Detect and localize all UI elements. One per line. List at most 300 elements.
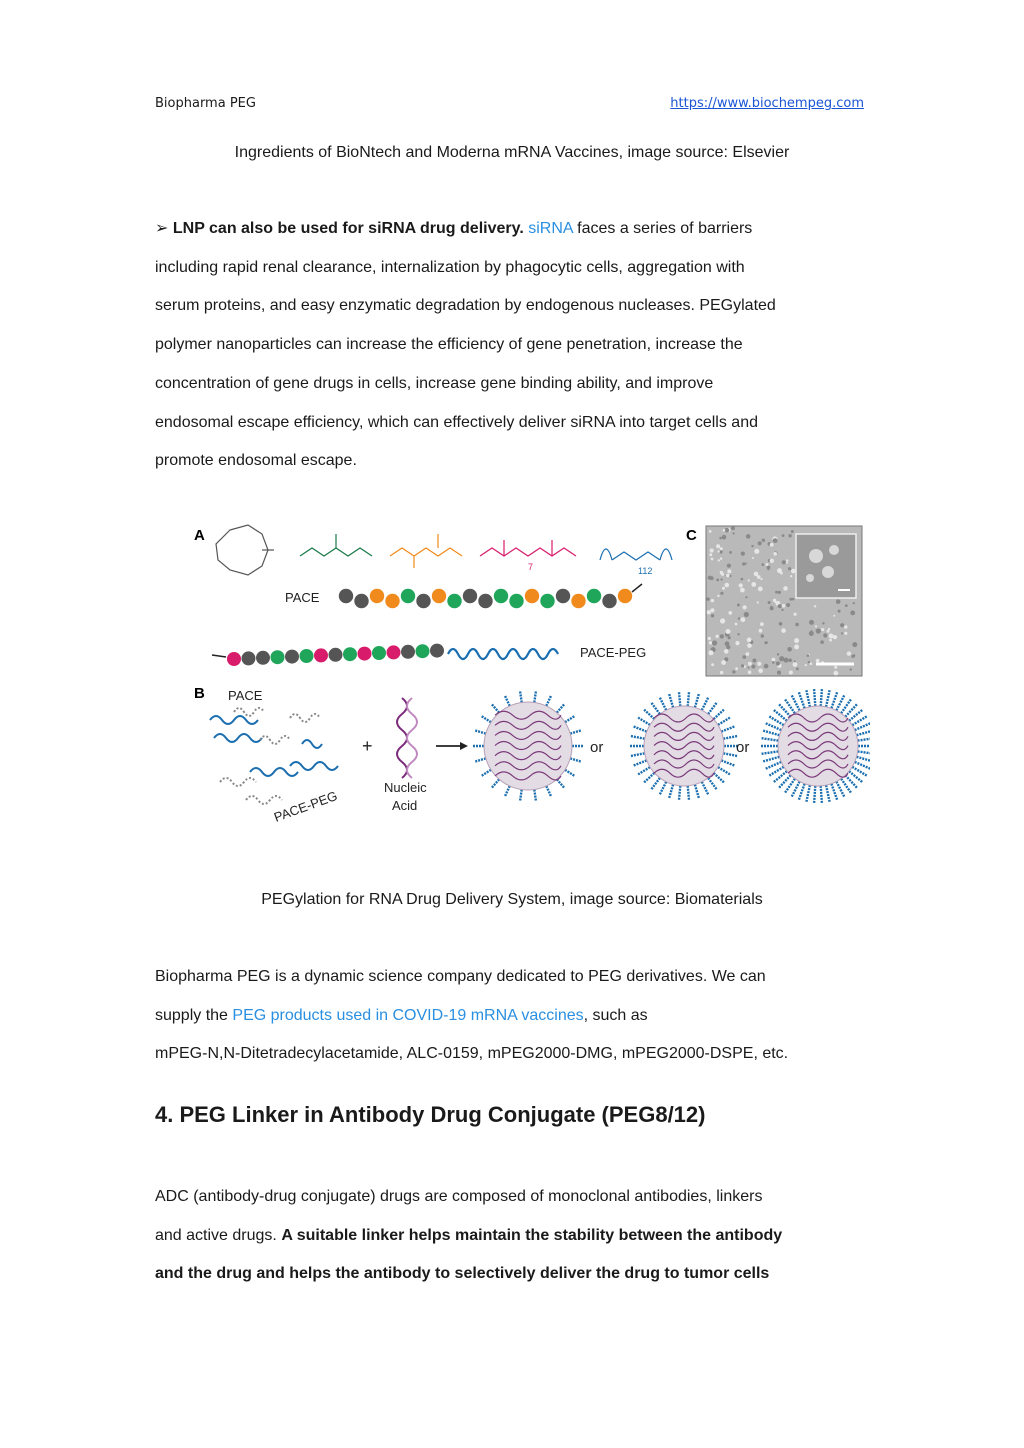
tem-particle bbox=[742, 562, 745, 565]
bead bbox=[509, 594, 523, 608]
sirna-link[interactable]: siRNA bbox=[528, 220, 573, 237]
nanoparticle-2 bbox=[630, 692, 738, 800]
tem-particle bbox=[716, 635, 719, 638]
peg-spike bbox=[858, 751, 870, 753]
peg-spike bbox=[688, 786, 689, 800]
bead bbox=[587, 589, 601, 603]
tem-particle bbox=[836, 599, 841, 604]
pace-b-label: PACE bbox=[228, 688, 263, 703]
tem-particle bbox=[726, 645, 730, 649]
bead bbox=[432, 589, 446, 603]
bead bbox=[556, 589, 570, 603]
peg-spike bbox=[826, 785, 830, 802]
tem-particle bbox=[709, 641, 712, 644]
tem-particle bbox=[716, 544, 720, 548]
tem-particle bbox=[791, 569, 796, 574]
bead bbox=[463, 589, 477, 603]
peg-spike bbox=[806, 785, 810, 802]
peg-spike bbox=[792, 695, 800, 710]
panel-label-b: B bbox=[194, 685, 205, 702]
tem-particle bbox=[786, 603, 790, 607]
peg-wave bbox=[448, 649, 558, 659]
nucleic-label: Nucleic bbox=[384, 780, 427, 795]
tem-particle bbox=[728, 636, 731, 639]
caption-vaccines: Ingredients of BioNtech and Moderna mRNA Vaccines, image source: Elsevier bbox=[234, 144, 790, 161]
tem-particle bbox=[711, 614, 714, 617]
bead bbox=[358, 647, 372, 661]
tem-particle bbox=[724, 649, 729, 654]
peg-spike bbox=[570, 758, 582, 761]
tem-particle bbox=[851, 655, 854, 658]
peg-spike bbox=[836, 782, 844, 797]
tem-particle bbox=[847, 651, 851, 655]
tem-particle bbox=[741, 617, 746, 622]
tem-particle bbox=[720, 547, 723, 550]
panel-label-a: A bbox=[194, 527, 205, 544]
tem-particle bbox=[850, 611, 855, 616]
tem-particle bbox=[770, 606, 773, 609]
bead bbox=[416, 594, 430, 608]
tem-particle bbox=[733, 532, 735, 534]
tem-particle bbox=[761, 634, 764, 637]
tem-particle bbox=[718, 559, 720, 561]
or-label-1: or bbox=[590, 739, 604, 756]
adc-paragraph bbox=[155, 1178, 875, 1294]
peg-spike bbox=[708, 703, 716, 714]
bead bbox=[602, 594, 616, 608]
bead bbox=[401, 589, 415, 603]
header-left: Biopharma PEG bbox=[155, 96, 256, 111]
peg-spike bbox=[763, 757, 779, 762]
bead bbox=[618, 589, 632, 603]
peg-spike bbox=[858, 738, 870, 740]
tem-particle bbox=[731, 526, 735, 530]
tem-particle bbox=[752, 557, 754, 559]
inset-particle bbox=[806, 574, 814, 582]
tem-particle bbox=[816, 628, 821, 633]
tem-particle bbox=[711, 599, 714, 602]
company-line-1: Biopharma PEG is a dynamic science company dedicated to PEG derivatives. We can bbox=[155, 968, 766, 985]
tem-particle bbox=[720, 592, 723, 595]
peg-spike bbox=[644, 773, 654, 783]
peg-spike bbox=[669, 785, 673, 798]
tem-particle bbox=[726, 574, 730, 578]
tem-particle bbox=[725, 583, 730, 588]
tem-particle bbox=[852, 642, 857, 647]
pace-peg-chain bbox=[227, 644, 444, 666]
tem-particle bbox=[757, 601, 759, 603]
peg-spike bbox=[679, 786, 680, 800]
peg-spike bbox=[474, 758, 486, 761]
tem-particle bbox=[782, 604, 786, 608]
tem-particle bbox=[725, 528, 730, 533]
bead bbox=[387, 645, 401, 659]
inset-particle bbox=[822, 566, 834, 578]
tem-particle bbox=[840, 623, 844, 627]
tem-particle bbox=[777, 653, 779, 655]
bead bbox=[401, 645, 415, 659]
or-label-2: or bbox=[736, 739, 750, 756]
tem-particle bbox=[735, 667, 738, 670]
tem-particle bbox=[738, 617, 740, 619]
tem-particle bbox=[807, 654, 810, 657]
tem-particle bbox=[822, 622, 824, 624]
tem-particle bbox=[758, 668, 763, 673]
tem-particle bbox=[706, 597, 709, 600]
tem-particle bbox=[746, 534, 751, 539]
plus-sign: + bbox=[362, 736, 373, 756]
tem-particle bbox=[721, 660, 726, 665]
tem-particle bbox=[793, 662, 798, 667]
tem-particle bbox=[732, 670, 735, 673]
peg-spike bbox=[702, 782, 708, 795]
section-heading-4: 4. PEG Linker in Antibody Drug Conjugate (PEG8/12) bbox=[155, 1102, 706, 1127]
arrow-head-icon bbox=[460, 742, 468, 750]
lnp-line-4: polymer nanoparticles can increase the efficiency of gene penetration, increase the bbox=[155, 336, 743, 354]
pace-arrow-icon bbox=[632, 584, 642, 592]
bead bbox=[416, 644, 430, 658]
bead bbox=[285, 650, 299, 664]
tem-particle bbox=[708, 637, 711, 640]
tem-particle bbox=[760, 622, 764, 626]
bead bbox=[256, 651, 270, 665]
bead bbox=[525, 589, 539, 603]
peg-spike bbox=[634, 727, 647, 732]
bead bbox=[329, 648, 343, 662]
peg-spike bbox=[652, 703, 660, 714]
tem-particle bbox=[740, 588, 745, 593]
adc-line-2-pre: and active drugs. bbox=[155, 1226, 277, 1244]
inset-particle bbox=[829, 545, 839, 555]
tem-particle bbox=[720, 618, 725, 623]
tem-particle bbox=[766, 563, 769, 566]
tem-particle bbox=[751, 665, 755, 669]
peg-spike bbox=[721, 760, 734, 765]
adc-line-1: ADC (antibody-drug conjugate) drugs are composed of monoclonal antibodies, linkers bbox=[155, 1188, 763, 1205]
acid-label: Acid bbox=[392, 798, 418, 813]
tem-particle bbox=[796, 668, 799, 671]
peg-spike bbox=[534, 691, 536, 703]
tem-particle bbox=[844, 625, 847, 628]
tem-particle bbox=[746, 652, 750, 656]
tem-particle bbox=[735, 623, 738, 626]
tem-inset bbox=[796, 534, 856, 598]
peg-spike bbox=[505, 695, 510, 706]
peg-spike bbox=[546, 695, 551, 706]
peg-spike bbox=[806, 690, 810, 707]
tem-particle bbox=[775, 591, 778, 594]
peg-spike bbox=[762, 751, 779, 753]
peg-spike bbox=[695, 694, 699, 707]
peg-spike bbox=[481, 716, 491, 723]
pace-peg-arrow-icon bbox=[212, 655, 226, 657]
tem-particle bbox=[794, 613, 797, 616]
bead bbox=[354, 594, 368, 608]
peg-spike bbox=[857, 731, 871, 736]
pace-figure-svg bbox=[190, 520, 870, 845]
tem-particle bbox=[779, 656, 784, 661]
nanoparticle-1 bbox=[472, 691, 584, 802]
header-link[interactable]: https://www.biochempeg.com bbox=[670, 96, 864, 111]
bead bbox=[478, 594, 492, 608]
tem-particle bbox=[789, 598, 792, 601]
tem-particle bbox=[772, 661, 775, 664]
peg-spike bbox=[660, 782, 666, 795]
pace-figure bbox=[190, 520, 870, 845]
tem-particle bbox=[834, 671, 839, 676]
peg-spike bbox=[688, 692, 689, 706]
peg-spike bbox=[721, 727, 734, 732]
tem-particle bbox=[748, 667, 750, 669]
bead bbox=[227, 652, 241, 666]
tem-particle bbox=[783, 586, 788, 591]
diacid-structure bbox=[390, 534, 462, 568]
tem-particle bbox=[723, 529, 726, 532]
lnp-line-7: promote endosomal escape. bbox=[155, 452, 357, 470]
tem-particle bbox=[850, 668, 852, 670]
bead bbox=[370, 589, 384, 603]
peg-spike bbox=[491, 704, 499, 713]
tem-particle bbox=[757, 662, 761, 666]
tem-particle bbox=[719, 537, 722, 540]
peg-spike bbox=[762, 738, 779, 740]
peg-products-link[interactable]: PEG products used in COVID-19 mRNA vaccines bbox=[232, 1006, 584, 1024]
lnp-paragraph bbox=[155, 210, 875, 481]
tem-particle bbox=[709, 530, 712, 533]
tem-particle bbox=[739, 583, 743, 587]
tem-particle bbox=[727, 564, 731, 568]
peg-spike bbox=[481, 770, 491, 777]
peg-spike bbox=[474, 730, 486, 733]
peg-spike bbox=[644, 710, 654, 720]
peg-spike bbox=[718, 718, 730, 725]
tem-particle bbox=[792, 598, 795, 601]
lnp-line-6: endosomal escape efficiency, which can effectively deliver siRNA into target cells and bbox=[155, 413, 758, 431]
tem-particle bbox=[728, 611, 732, 615]
peg-structure bbox=[600, 549, 672, 560]
peg-spike bbox=[766, 762, 782, 769]
tem-particle bbox=[810, 662, 813, 665]
tem-particle bbox=[816, 659, 820, 663]
tem-particle bbox=[841, 632, 843, 634]
bead bbox=[339, 589, 353, 603]
tem-particle bbox=[759, 629, 763, 633]
tem-particle bbox=[711, 663, 714, 666]
tem-particle bbox=[720, 558, 722, 560]
tem-particle bbox=[773, 552, 777, 556]
tem-particle bbox=[782, 534, 785, 537]
tem-particle bbox=[762, 539, 765, 542]
tem-particle bbox=[768, 601, 771, 604]
tem-particle bbox=[717, 595, 719, 597]
subscript-112: 112 bbox=[638, 566, 653, 576]
tem-particle bbox=[829, 639, 832, 642]
peg-spike bbox=[763, 731, 779, 736]
peg-spike bbox=[679, 692, 680, 706]
peg-spike bbox=[565, 716, 575, 723]
bead bbox=[300, 649, 314, 663]
tem-particle bbox=[781, 628, 786, 633]
tem-particle bbox=[752, 659, 756, 663]
tem-particle bbox=[754, 572, 759, 577]
tem-particle bbox=[760, 578, 762, 580]
tem-particle bbox=[744, 612, 749, 617]
tem-particle bbox=[741, 664, 744, 667]
lnp-line-1-rest: faces a series of barriers bbox=[577, 220, 753, 237]
peg-spike bbox=[826, 690, 830, 707]
tem-particle bbox=[710, 548, 714, 552]
tem-particle bbox=[788, 534, 791, 537]
company-line-2-post: , such as bbox=[583, 1006, 648, 1024]
peg-spike bbox=[565, 770, 575, 777]
tem-particle bbox=[722, 587, 725, 590]
bullet-arrow-icon: ➢ bbox=[155, 220, 169, 237]
peg-spike bbox=[799, 692, 805, 708]
tem-particle bbox=[772, 658, 776, 662]
caption-pegylation: PEGylation for RNA Drug Delivery System, image source: Biomaterials bbox=[261, 891, 763, 908]
peg-spike bbox=[836, 695, 844, 710]
company-line-3: mPEG-N,N-Ditetradecylacetamide, ALC-0159, mPEG2000-DMG, mPEG2000-DSPE, etc. bbox=[155, 1045, 789, 1063]
peg-spike bbox=[702, 698, 708, 711]
peg-spike bbox=[766, 723, 782, 730]
nanoparticle-3 bbox=[761, 689, 870, 803]
peg-spike bbox=[708, 778, 716, 789]
peg-spike bbox=[634, 760, 647, 765]
peg-spike bbox=[570, 730, 582, 733]
tem-particle bbox=[781, 609, 783, 611]
adc-line-2 bbox=[155, 1217, 875, 1256]
tem-particle bbox=[764, 641, 767, 644]
bead bbox=[271, 650, 285, 664]
peg-spike bbox=[821, 689, 822, 706]
tem-particle bbox=[815, 625, 817, 627]
peg-spike bbox=[718, 767, 730, 774]
tem-particle bbox=[743, 605, 747, 609]
tem-particle bbox=[844, 632, 847, 635]
peg-spike bbox=[660, 698, 666, 711]
tem-particle bbox=[786, 562, 788, 564]
tem-particle bbox=[764, 664, 769, 669]
tem-particle bbox=[788, 567, 791, 570]
tem-particle bbox=[777, 671, 781, 675]
tem-particle bbox=[735, 641, 739, 645]
lnp-line-2: including rapid renal clearance, internalization by phagocytic cells, aggregation with bbox=[155, 258, 745, 276]
tem-particle bbox=[838, 610, 841, 613]
tem-particle bbox=[709, 553, 712, 556]
lactone-structure bbox=[216, 525, 274, 575]
diester-structure bbox=[480, 540, 576, 556]
tem-particle bbox=[794, 638, 799, 643]
tem-particle bbox=[748, 579, 750, 581]
tem-particle bbox=[853, 602, 855, 604]
company-paragraph bbox=[155, 958, 875, 1074]
tem-particle bbox=[761, 563, 764, 566]
peg-spike bbox=[520, 691, 522, 703]
bead bbox=[540, 594, 554, 608]
tem-particle bbox=[726, 629, 731, 634]
bead bbox=[372, 646, 386, 660]
peg-spike bbox=[814, 689, 815, 706]
peg-spike bbox=[831, 784, 837, 800]
tem-particle bbox=[720, 671, 723, 674]
tem-particle bbox=[809, 631, 814, 636]
peg-spike bbox=[831, 692, 837, 708]
tem-particle bbox=[809, 620, 814, 625]
tem-particle bbox=[834, 666, 837, 669]
pace-label: PACE bbox=[285, 590, 320, 605]
diethanolamine-structure bbox=[300, 534, 372, 556]
peg-spike bbox=[714, 773, 724, 783]
tem-particle bbox=[777, 568, 782, 573]
peg-spike bbox=[855, 762, 870, 769]
tem-particle bbox=[741, 578, 744, 581]
tem-particle bbox=[791, 530, 794, 533]
polymer-strands bbox=[210, 708, 338, 804]
bead bbox=[385, 594, 399, 608]
tem-particle bbox=[788, 659, 792, 663]
tem-particle bbox=[748, 671, 752, 675]
peg-spike bbox=[792, 782, 800, 797]
peg-spike bbox=[557, 704, 565, 713]
bead bbox=[343, 647, 357, 661]
tem-particle bbox=[779, 622, 783, 626]
tem-particle bbox=[721, 573, 724, 576]
tem-particle bbox=[845, 604, 848, 607]
tem-particle bbox=[790, 575, 792, 577]
bead bbox=[571, 594, 585, 608]
tem-particle bbox=[782, 560, 786, 564]
peg-spike bbox=[799, 784, 805, 800]
tem-particle bbox=[795, 623, 799, 627]
tem-particle bbox=[758, 541, 762, 545]
tem-particle bbox=[814, 605, 816, 607]
tem-particle bbox=[747, 638, 752, 643]
peg-spike bbox=[857, 757, 871, 762]
tem-particle bbox=[747, 643, 752, 648]
tem-particle bbox=[729, 551, 732, 554]
tem-particle bbox=[821, 628, 824, 631]
pace-peg-label: PACE-PEG bbox=[580, 645, 647, 660]
tem-particle bbox=[709, 650, 714, 655]
tem-particle bbox=[716, 579, 719, 582]
adc-line-3-bold: and the drug and helps the antibody to selectively deliver the drug to tumor cells bbox=[155, 1265, 770, 1283]
lnp-line-3: serum proteins, and easy enzymatic degradation by endogenous nucleases. PEGylated bbox=[155, 297, 776, 315]
lnp-line-5: concentration of gene drugs in cells, increase gene binding ability, and improve bbox=[155, 374, 714, 392]
peg-spike bbox=[821, 786, 822, 803]
tem-particle bbox=[737, 633, 739, 635]
tem-particle bbox=[743, 655, 747, 659]
tem-particle bbox=[794, 644, 799, 649]
tem-particle bbox=[776, 661, 780, 665]
panel-label-c: C bbox=[686, 527, 697, 544]
tem-particle bbox=[707, 610, 711, 614]
pace-chain bbox=[339, 589, 632, 608]
tem-particle bbox=[751, 582, 756, 587]
tem-particle bbox=[727, 569, 731, 573]
peg-spike bbox=[855, 723, 870, 730]
tem-particle bbox=[708, 576, 712, 580]
lnp-bold-lead: LNP can also be used for siRNA drug delivery. bbox=[172, 220, 524, 237]
peg-spike bbox=[557, 779, 565, 788]
company-line-2 bbox=[155, 997, 875, 1036]
peg-spike bbox=[638, 767, 650, 774]
peg-spike bbox=[669, 694, 673, 707]
tem-particle bbox=[711, 558, 714, 561]
pace-peg-b-label: PACE-PEG bbox=[271, 788, 340, 825]
tem-particle bbox=[823, 633, 827, 637]
tem-particle bbox=[710, 608, 714, 612]
tem-particle bbox=[737, 604, 740, 607]
